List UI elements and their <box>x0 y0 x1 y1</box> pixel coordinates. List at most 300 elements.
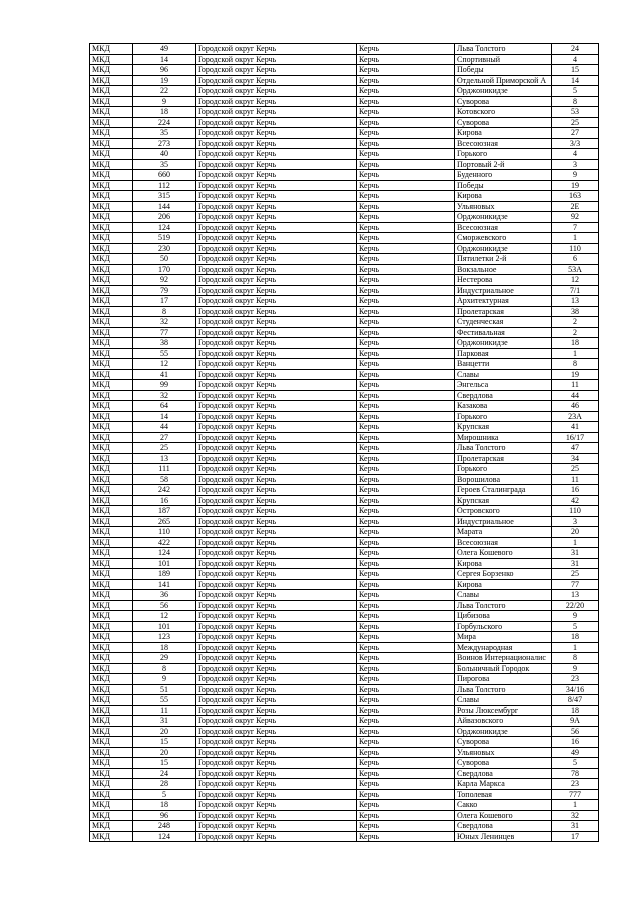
city-cell: Керчь <box>357 180 455 191</box>
street-cell: Пролетарская <box>455 306 552 317</box>
object-count-cell: 123 <box>133 632 196 643</box>
object-count-cell: 25 <box>133 443 196 454</box>
city-cell: Керчь <box>357 611 455 622</box>
object-count-cell: 111 <box>133 464 196 475</box>
street-cell: Сакко <box>455 800 552 811</box>
building-type-cell: МКД <box>90 663 133 674</box>
house-number-cell: 23А <box>552 411 599 422</box>
municipality-cell: Городской округ Керчь <box>196 495 357 506</box>
municipality-cell: Городской округ Керчь <box>196 716 357 727</box>
table-row <box>90 348 599 359</box>
building-type-cell: МКД <box>90 359 133 370</box>
building-type-cell: МКД <box>90 758 133 769</box>
house-number-cell: 15 <box>552 65 599 76</box>
city-cell: Керчь <box>357 348 455 359</box>
street-cell: Спортивный <box>455 54 552 65</box>
municipality-cell: Городской округ Керчь <box>196 663 357 674</box>
building-type-cell: МКД <box>90 317 133 328</box>
city-cell: Керчь <box>357 170 455 181</box>
building-type-cell: МКД <box>90 579 133 590</box>
building-type-cell: МКД <box>90 422 133 433</box>
municipality-cell: Городской округ Керчь <box>196 327 357 338</box>
building-type-cell: МКД <box>90 642 133 653</box>
object-count-cell: 519 <box>133 233 196 244</box>
building-type-cell: МКД <box>90 611 133 622</box>
city-cell: Керчь <box>357 327 455 338</box>
municipality-cell: Городской округ Керчь <box>196 348 357 359</box>
table-row <box>90 485 599 496</box>
house-number-cell: 12 <box>552 275 599 286</box>
table-row <box>90 128 599 139</box>
building-type-cell: МКД <box>90 831 133 842</box>
table-row <box>90 453 599 464</box>
table-row <box>90 527 599 538</box>
house-number-cell: 1 <box>552 642 599 653</box>
street-cell: Орджоникидзе <box>455 726 552 737</box>
object-count-cell: 101 <box>133 558 196 569</box>
object-count-cell: 124 <box>133 548 196 559</box>
table-row <box>90 779 599 790</box>
object-count-cell: 32 <box>133 390 196 401</box>
street-cell: Орджоникидзе <box>455 212 552 223</box>
table-row <box>90 65 599 76</box>
object-count-cell: 96 <box>133 65 196 76</box>
building-type-cell: МКД <box>90 684 133 695</box>
municipality-cell: Городской округ Керчь <box>196 747 357 758</box>
street-cell: Славы <box>455 369 552 380</box>
table-row <box>90 537 599 548</box>
table-row <box>90 75 599 86</box>
city-cell: Керчь <box>357 254 455 265</box>
street-cell: Ульяновых <box>455 747 552 758</box>
city-cell: Керчь <box>357 569 455 580</box>
table-row <box>90 222 599 233</box>
building-type-cell: МКД <box>90 411 133 422</box>
building-type-cell: МКД <box>90 65 133 76</box>
building-type-cell: МКД <box>90 107 133 118</box>
building-type-cell: МКД <box>90 369 133 380</box>
table-row <box>90 569 599 580</box>
city-cell: Керчь <box>357 800 455 811</box>
municipality-cell: Городской округ Керчь <box>196 453 357 464</box>
object-count-cell: 422 <box>133 537 196 548</box>
city-cell: Керчь <box>357 537 455 548</box>
municipality-cell: Городской округ Керчь <box>196 401 357 412</box>
house-number-cell: 22/20 <box>552 600 599 611</box>
table-row <box>90 684 599 695</box>
building-type-cell: МКД <box>90 800 133 811</box>
object-count-cell: 35 <box>133 159 196 170</box>
municipality-cell: Городской округ Керчь <box>196 338 357 349</box>
house-number-cell: 9 <box>552 663 599 674</box>
house-number-cell: 16/17 <box>552 432 599 443</box>
house-number-cell: 5 <box>552 86 599 97</box>
building-type-cell: МКД <box>90 128 133 139</box>
house-number-cell: 8/47 <box>552 695 599 706</box>
building-type-cell: МКД <box>90 96 133 107</box>
house-number-cell: 1 <box>552 233 599 244</box>
object-count-cell: 49 <box>133 44 196 55</box>
house-number-cell: 3/3 <box>552 138 599 149</box>
house-number-cell: 34/16 <box>552 684 599 695</box>
house-number-cell: 23 <box>552 674 599 685</box>
house-number-cell: 777 <box>552 789 599 800</box>
object-count-cell: 51 <box>133 684 196 695</box>
municipality-cell: Городской округ Керчь <box>196 579 357 590</box>
house-number-cell: 46 <box>552 401 599 412</box>
municipality-cell: Городской округ Керчь <box>196 254 357 265</box>
object-count-cell: 5 <box>133 789 196 800</box>
municipality-cell: Городской округ Керчь <box>196 243 357 254</box>
building-type-cell: МКД <box>90 159 133 170</box>
municipality-cell: Городской округ Керчь <box>196 737 357 748</box>
street-cell: Розы Люксембург <box>455 705 552 716</box>
object-count-cell: 9 <box>133 96 196 107</box>
building-type-cell: МКД <box>90 380 133 391</box>
table-row <box>90 611 599 622</box>
house-number-cell: 92 <box>552 212 599 223</box>
object-count-cell: 29 <box>133 653 196 664</box>
table-row <box>90 191 599 202</box>
table-row <box>90 495 599 506</box>
object-count-cell: 265 <box>133 516 196 527</box>
municipality-cell: Городской округ Керчь <box>196 432 357 443</box>
house-number-cell: 4 <box>552 54 599 65</box>
table-row <box>90 44 599 55</box>
house-number-cell: 7 <box>552 222 599 233</box>
table-row <box>90 306 599 317</box>
street-cell: Островского <box>455 506 552 517</box>
municipality-cell: Городской округ Керчь <box>196 506 357 517</box>
table-row <box>90 390 599 401</box>
house-number-cell: 47 <box>552 443 599 454</box>
house-number-cell: 18 <box>552 705 599 716</box>
municipality-cell: Городской округ Керчь <box>196 285 357 296</box>
municipality-cell: Городской округ Керчь <box>196 54 357 65</box>
house-number-cell: 2 <box>552 327 599 338</box>
street-cell: Славы <box>455 590 552 601</box>
street-cell: Горького <box>455 411 552 422</box>
table-row <box>90 264 599 275</box>
municipality-cell: Городской округ Керчь <box>196 831 357 842</box>
municipality-cell: Городской округ Керчь <box>196 107 357 118</box>
table-row <box>90 149 599 160</box>
street-cell: Свердлова <box>455 768 552 779</box>
street-cell: Орджоникидзе <box>455 338 552 349</box>
street-cell: Крупская <box>455 495 552 506</box>
city-cell: Керчь <box>357 768 455 779</box>
building-type-cell: МКД <box>90 75 133 86</box>
object-count-cell: 230 <box>133 243 196 254</box>
municipality-cell: Городской округ Керчь <box>196 516 357 527</box>
table-row <box>90 327 599 338</box>
street-cell: Портовый 2-й <box>455 159 552 170</box>
city-cell: Керчь <box>357 212 455 223</box>
city-cell: Керчь <box>357 674 455 685</box>
city-cell: Керчь <box>357 737 455 748</box>
municipality-cell: Городской округ Керчь <box>196 674 357 685</box>
city-cell: Керчь <box>357 233 455 244</box>
building-type-cell: МКД <box>90 747 133 758</box>
table-row <box>90 317 599 328</box>
object-count-cell: 36 <box>133 590 196 601</box>
object-count-cell: 99 <box>133 380 196 391</box>
table-row <box>90 380 599 391</box>
house-number-cell: 38 <box>552 306 599 317</box>
house-number-cell: 23 <box>552 779 599 790</box>
city-cell: Керчь <box>357 75 455 86</box>
table-row <box>90 747 599 758</box>
city-cell: Керчь <box>357 716 455 727</box>
table-row <box>90 548 599 559</box>
city-cell: Керчь <box>357 86 455 97</box>
street-cell: Нестерова <box>455 275 552 286</box>
city-cell: Керчь <box>357 632 455 643</box>
object-count-cell: 55 <box>133 695 196 706</box>
table-row <box>90 401 599 412</box>
city-cell: Керчь <box>357 159 455 170</box>
city-cell: Керчь <box>357 243 455 254</box>
table-row <box>90 233 599 244</box>
object-count-cell: 16 <box>133 495 196 506</box>
municipality-cell: Городской округ Керчь <box>196 653 357 664</box>
house-number-cell: 9 <box>552 611 599 622</box>
object-count-cell: 35 <box>133 128 196 139</box>
building-type-cell: МКД <box>90 600 133 611</box>
city-cell: Керчь <box>357 590 455 601</box>
building-type-cell: МКД <box>90 390 133 401</box>
registry-table-body <box>90 44 599 842</box>
house-number-cell: 78 <box>552 768 599 779</box>
house-number-cell: 34 <box>552 453 599 464</box>
city-cell: Керчь <box>357 285 455 296</box>
house-number-cell: 9 <box>552 170 599 181</box>
house-number-cell: 42 <box>552 495 599 506</box>
city-cell: Керчь <box>357 338 455 349</box>
street-cell: Орджоникидзе <box>455 243 552 254</box>
object-count-cell: 273 <box>133 138 196 149</box>
table-row <box>90 86 599 97</box>
object-count-cell: 77 <box>133 327 196 338</box>
object-count-cell: 19 <box>133 75 196 86</box>
building-type-cell: МКД <box>90 149 133 160</box>
table-row <box>90 789 599 800</box>
house-number-cell: 7/1 <box>552 285 599 296</box>
city-cell: Керчь <box>357 96 455 107</box>
object-count-cell: 15 <box>133 737 196 748</box>
city-cell: Керчь <box>357 275 455 286</box>
table-row <box>90 338 599 349</box>
building-type-cell: МКД <box>90 737 133 748</box>
object-count-cell: 248 <box>133 821 196 832</box>
municipality-cell: Городской округ Керчь <box>196 768 357 779</box>
building-type-cell: МКД <box>90 789 133 800</box>
street-cell: Горького <box>455 149 552 160</box>
object-count-cell: 187 <box>133 506 196 517</box>
table-row <box>90 474 599 485</box>
object-count-cell: 20 <box>133 726 196 737</box>
table-row <box>90 117 599 128</box>
municipality-cell: Городской округ Керчь <box>196 789 357 800</box>
municipality-cell: Городской округ Керчь <box>196 464 357 475</box>
house-number-cell: 1 <box>552 800 599 811</box>
house-number-cell: 8 <box>552 96 599 107</box>
object-count-cell: 170 <box>133 264 196 275</box>
table-row <box>90 243 599 254</box>
object-count-cell: 18 <box>133 800 196 811</box>
building-type-cell: МКД <box>90 170 133 181</box>
house-number-cell: 5 <box>552 621 599 632</box>
municipality-cell: Городской округ Керчь <box>196 558 357 569</box>
house-number-cell: 110 <box>552 243 599 254</box>
building-type-cell: МКД <box>90 222 133 233</box>
object-count-cell: 15 <box>133 758 196 769</box>
object-count-cell: 27 <box>133 432 196 443</box>
object-count-cell: 224 <box>133 117 196 128</box>
house-number-cell: 8 <box>552 359 599 370</box>
table-row <box>90 768 599 779</box>
street-cell: Суворова <box>455 117 552 128</box>
house-number-cell: 31 <box>552 548 599 559</box>
table-row <box>90 254 599 265</box>
object-count-cell: 18 <box>133 107 196 118</box>
object-count-cell: 8 <box>133 663 196 674</box>
city-cell: Керчь <box>357 726 455 737</box>
municipality-cell: Городской округ Керчь <box>196 233 357 244</box>
city-cell: Керчь <box>357 369 455 380</box>
municipality-cell: Городской округ Керчь <box>196 212 357 223</box>
object-count-cell: 38 <box>133 338 196 349</box>
table-row <box>90 296 599 307</box>
street-cell: Суворова <box>455 737 552 748</box>
city-cell: Керчь <box>357 296 455 307</box>
building-type-cell: МКД <box>90 474 133 485</box>
object-count-cell: 141 <box>133 579 196 590</box>
object-count-cell: 8 <box>133 306 196 317</box>
house-number-cell: 25 <box>552 569 599 580</box>
street-cell: Ульяновых <box>455 201 552 212</box>
street-cell: Котовского <box>455 107 552 118</box>
municipality-cell: Городской округ Керчь <box>196 159 357 170</box>
table-row <box>90 159 599 170</box>
street-cell: Ворошилова <box>455 474 552 485</box>
building-type-cell: МКД <box>90 54 133 65</box>
city-cell: Керчь <box>357 600 455 611</box>
city-cell: Керчь <box>357 705 455 716</box>
table-row <box>90 632 599 643</box>
city-cell: Керчь <box>357 516 455 527</box>
building-type-cell: МКД <box>90 327 133 338</box>
table-row <box>90 285 599 296</box>
city-cell: Керчь <box>357 422 455 433</box>
table-row <box>90 705 599 716</box>
municipality-cell: Городской округ Керчь <box>196 117 357 128</box>
table-row <box>90 663 599 674</box>
city-cell: Керчь <box>357 401 455 412</box>
street-cell: Мира <box>455 632 552 643</box>
municipality-cell: Городской округ Керчь <box>196 474 357 485</box>
object-count-cell: 660 <box>133 170 196 181</box>
object-count-cell: 101 <box>133 621 196 632</box>
city-cell: Керчь <box>357 527 455 538</box>
city-cell: Керчь <box>357 621 455 632</box>
street-cell: Карла Маркса <box>455 779 552 790</box>
street-cell: Крупская <box>455 422 552 433</box>
municipality-cell: Городской округ Керчь <box>196 800 357 811</box>
municipality-cell: Городской округ Керчь <box>196 537 357 548</box>
building-type-cell: МКД <box>90 117 133 128</box>
street-cell: Архитектурная <box>455 296 552 307</box>
building-type-cell: МКД <box>90 191 133 202</box>
municipality-cell: Городской округ Керчь <box>196 201 357 212</box>
building-type-cell: МКД <box>90 138 133 149</box>
street-cell: Всесоюзная <box>455 138 552 149</box>
table-row <box>90 642 599 653</box>
table-row <box>90 674 599 685</box>
municipality-cell: Городской округ Керчь <box>196 527 357 538</box>
street-cell: Суворова <box>455 758 552 769</box>
house-number-cell: 4 <box>552 149 599 160</box>
street-cell: Больничный Городок <box>455 663 552 674</box>
street-cell: Энгельса <box>455 380 552 391</box>
street-cell: Льва Толстого <box>455 684 552 695</box>
street-cell: Льва Толстого <box>455 600 552 611</box>
street-cell: Айвазовского <box>455 716 552 727</box>
municipality-cell: Городской округ Керчь <box>196 485 357 496</box>
street-cell: Международная <box>455 642 552 653</box>
building-type-cell: МКД <box>90 338 133 349</box>
object-count-cell: 24 <box>133 768 196 779</box>
building-type-cell: МКД <box>90 243 133 254</box>
house-number-cell: 53 <box>552 107 599 118</box>
house-number-cell: 77 <box>552 579 599 590</box>
housing-registry-table <box>89 43 599 842</box>
object-count-cell: 18 <box>133 642 196 653</box>
municipality-cell: Городской округ Керчь <box>196 569 357 580</box>
city-cell: Керчь <box>357 107 455 118</box>
city-cell: Керчь <box>357 359 455 370</box>
house-number-cell: 44 <box>552 390 599 401</box>
street-cell: Горького <box>455 464 552 475</box>
house-number-cell: 1 <box>552 348 599 359</box>
municipality-cell: Городской округ Керчь <box>196 380 357 391</box>
object-count-cell: 14 <box>133 54 196 65</box>
house-number-cell: 2Е <box>552 201 599 212</box>
object-count-cell: 124 <box>133 831 196 842</box>
house-number-cell: 9А <box>552 716 599 727</box>
table-row <box>90 170 599 181</box>
city-cell: Керчь <box>357 831 455 842</box>
object-count-cell: 55 <box>133 348 196 359</box>
city-cell: Керчь <box>357 684 455 695</box>
building-type-cell: МКД <box>90 432 133 443</box>
street-cell: Льва Толстого <box>455 44 552 55</box>
municipality-cell: Городской округ Керчь <box>196 264 357 275</box>
street-cell: Всесоюзная <box>455 537 552 548</box>
city-cell: Керчь <box>357 558 455 569</box>
building-type-cell: МКД <box>90 201 133 212</box>
street-cell: Кирова <box>455 191 552 202</box>
street-cell: Воинов Интернационалис <box>455 653 552 664</box>
table-row <box>90 411 599 422</box>
object-count-cell: 92 <box>133 275 196 286</box>
building-type-cell: МКД <box>90 810 133 821</box>
city-cell: Керчь <box>357 579 455 590</box>
building-type-cell: МКД <box>90 296 133 307</box>
building-type-cell: МКД <box>90 527 133 538</box>
house-number-cell: 110 <box>552 506 599 517</box>
house-number-cell: 18 <box>552 632 599 643</box>
